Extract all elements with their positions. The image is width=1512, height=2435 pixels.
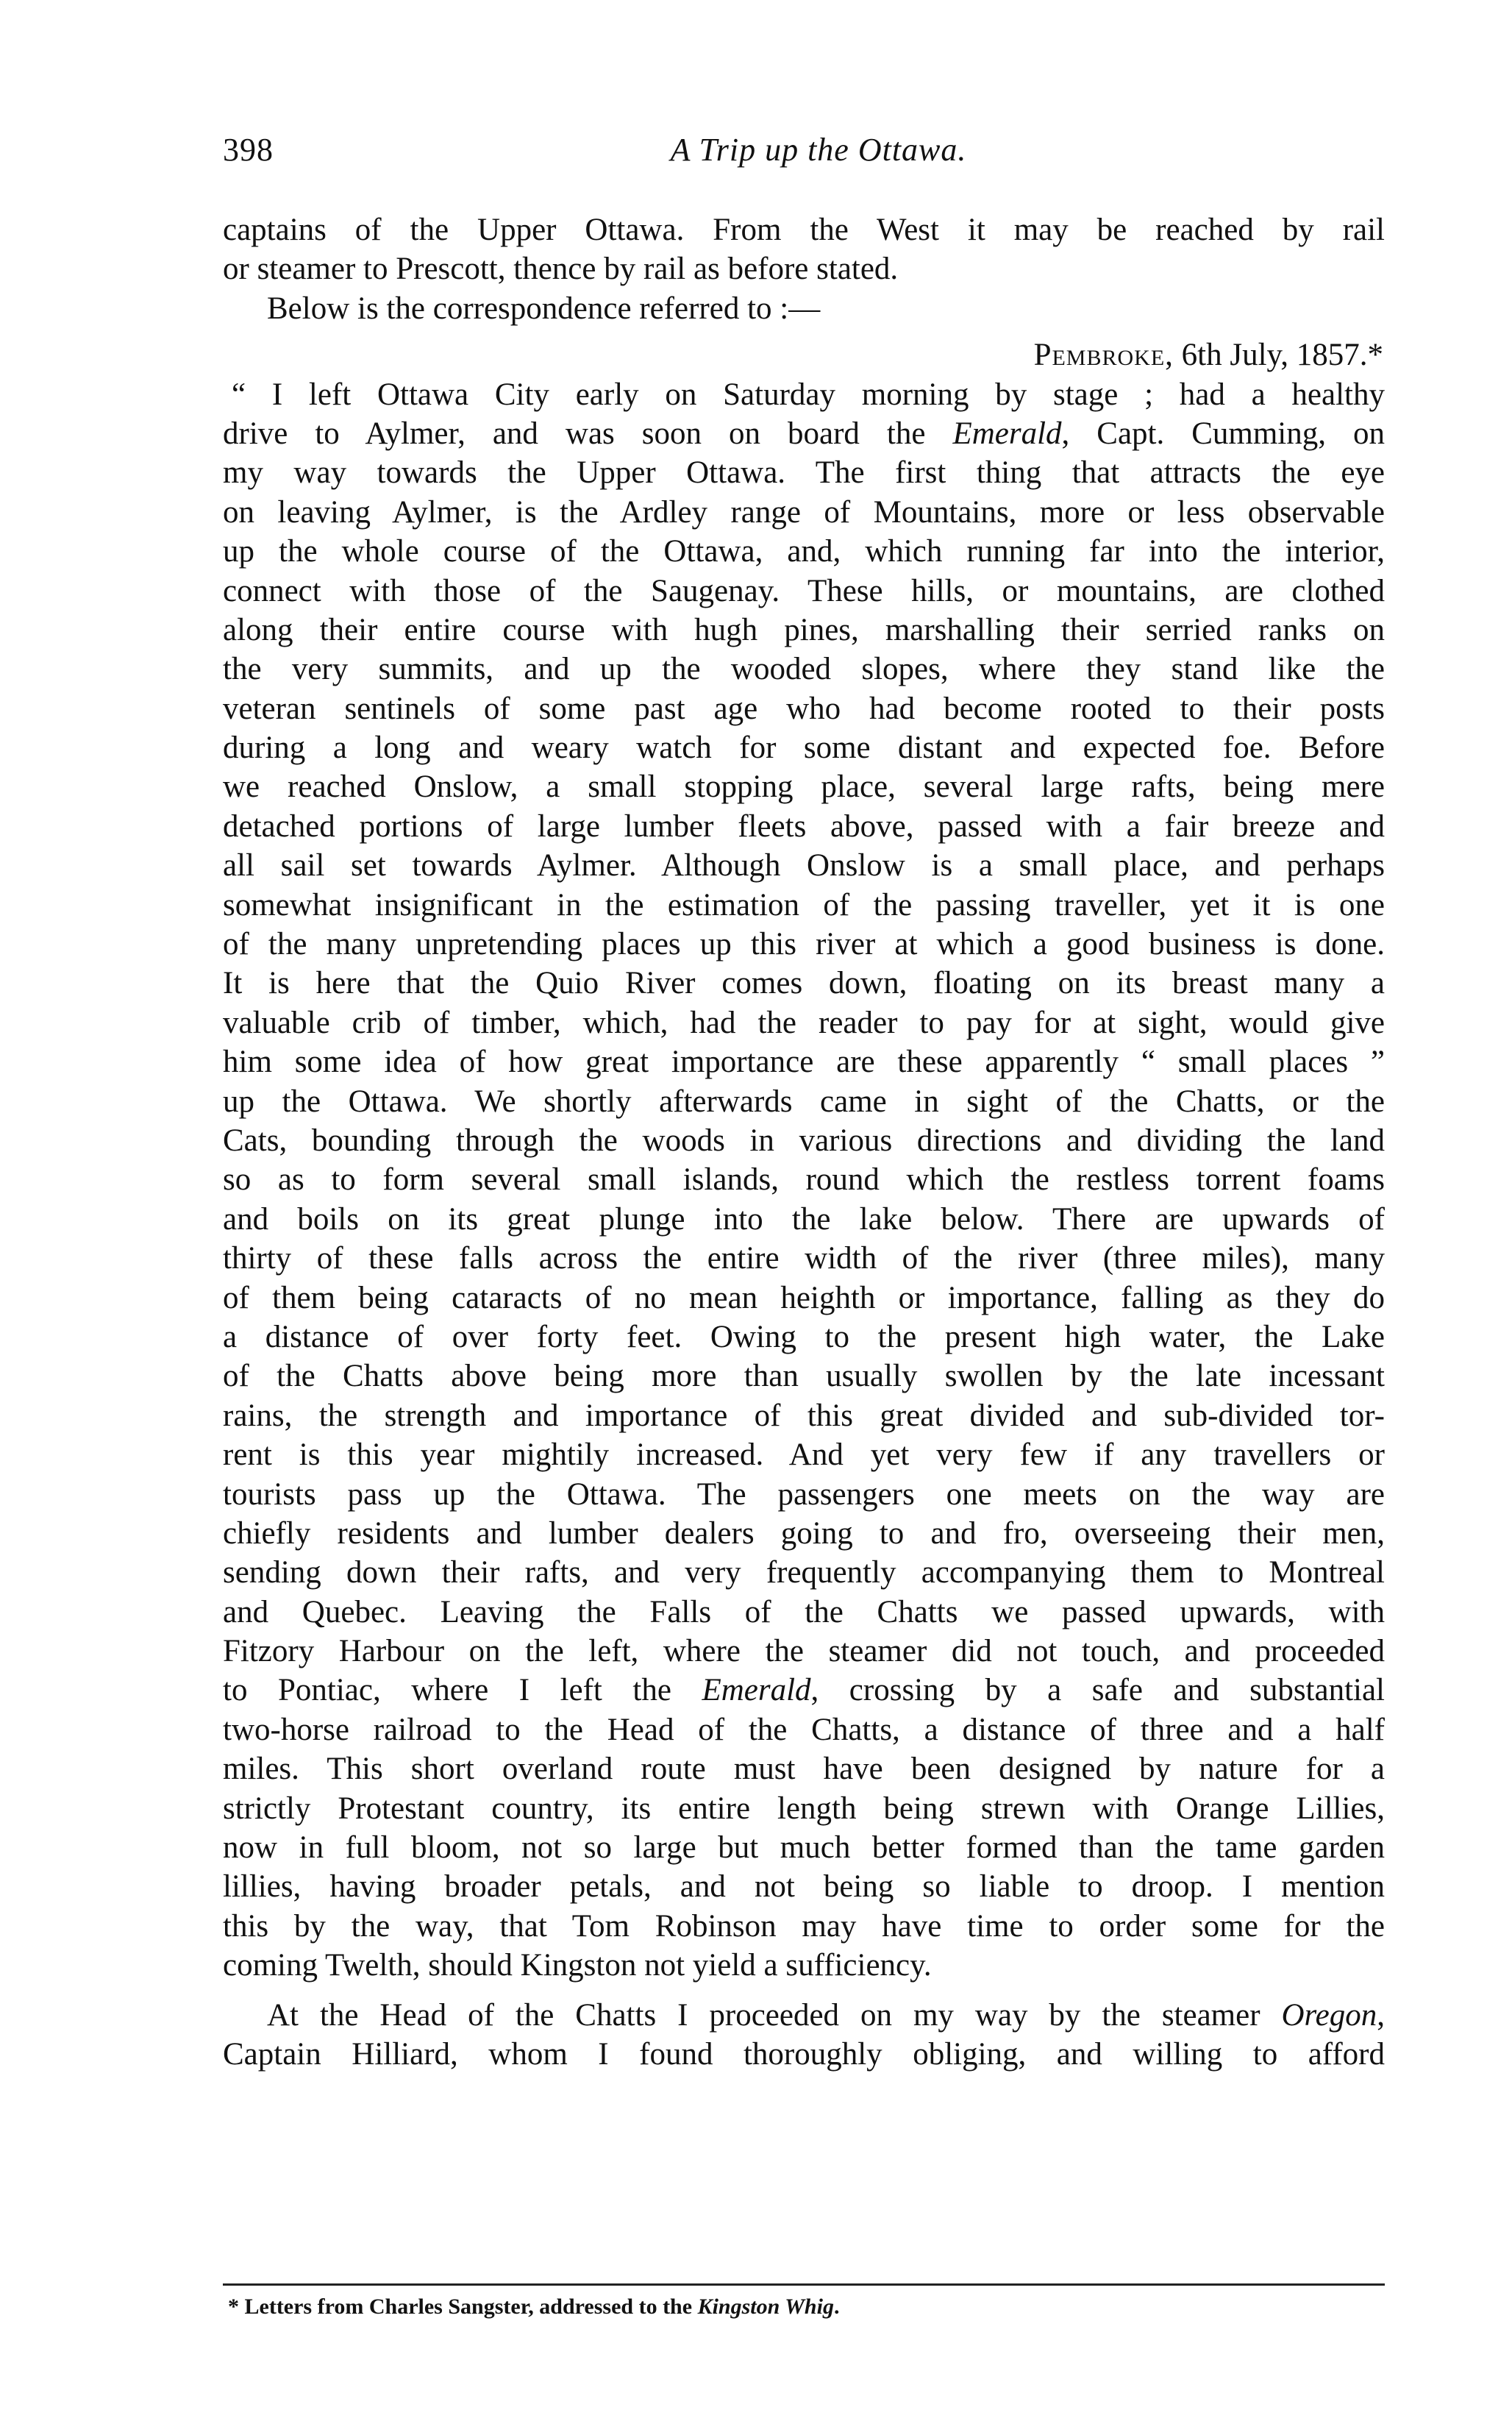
letter-line: lillies, having broader petals, and not being so liable to droop. I mention — [223, 1869, 1385, 1905]
text-line: captains of the Upper Ottawa. From the West it may be reached by rail — [223, 213, 1385, 247]
body-text — [223, 210, 1385, 2074]
letter-line: a distance of over forty feet. Owing to the present high water, the Lake — [223, 1319, 1385, 1354]
letter-body — [223, 375, 1385, 1986]
letter-line: him some idea of how great importance are these apparently “ small places ” — [223, 1045, 1385, 1080]
letter-line: rains, the strength and importance of this great divided and sub-divided tor- — [223, 1398, 1385, 1433]
running-title: A Trip up the Ottawa. — [670, 132, 967, 168]
letter-line: drive to Aylmer, and was soon on board the Emerald, Capt. Cumming, on — [223, 416, 1385, 451]
letter-line: to Pontiac, where I left the Emerald, crossing by a safe and substantial — [223, 1673, 1386, 1708]
correspondence-intro: Below is the correspondence referred to :— — [267, 291, 821, 326]
footnote: * Letters from Charles Sangster, addressed to the Kingston Whig. — [228, 2294, 840, 2319]
italic-name: Emerald — [952, 416, 1062, 451]
letter-line: and boils on its great plunge into the lake below. There are upwards of — [223, 1201, 1385, 1237]
letter-line: of the Chatts above being more than usually swollen by the late incessant — [223, 1359, 1385, 1394]
letter-line: valuable crib of timber, which, had the reader to pay for at sight, would give — [223, 1005, 1385, 1040]
letter-line: detached portions of large lumber fleets above, passed with a fair breeze and — [223, 808, 1385, 844]
letter-line: rent is this year mightily increased. And yet very few if any travellers or — [223, 1437, 1385, 1473]
letter-line: all sail set towards Aylmer. Although Onslow is a small place, and perhaps — [223, 848, 1385, 884]
letter-line: It is here that the Quio River comes down, floating on its breast many a — [223, 966, 1385, 1001]
dateline-date: 6th July, 1857.* — [1173, 338, 1383, 373]
letter-line: this by the way, that Tom Robinson may have time to order some for the — [223, 1908, 1385, 1944]
letter-line: along their entire course with hugh pines, marshalling their serried ranks on — [223, 612, 1385, 647]
letter-line: tourists pass up the Ottawa. The passengers one meets on the way are — [223, 1476, 1385, 1512]
letter-line: of them being cataracts of no mean heighth or importance, falling as they do — [223, 1280, 1385, 1315]
footnote-rule — [223, 2283, 1385, 2286]
letter-line: up the Ottawa. We shortly afterwards came in sight of the Chatts, or the — [223, 1084, 1385, 1119]
letter-line: my way towards the Upper Ottawa. The first thing that attracts the eye — [223, 455, 1385, 491]
letter-line: the very summits, and up the wooded slopes, where they stand like the — [223, 652, 1385, 687]
paragraph-spacer — [223, 1986, 1385, 1996]
letter-line: Fitzory Harbour on the left, where the steamer did not touch, and proceeded — [223, 1634, 1385, 1669]
letter-line: of the many unpretending places up this river at which a good business is done. — [223, 927, 1385, 962]
page-header — [223, 131, 1385, 175]
letter-line: two-horse railroad to the Head of the Chatts, a distance of three and a half — [223, 1712, 1385, 1747]
letter-line: chiefly residents and lumber dealers going to and fro, overseeing their men, — [223, 1515, 1385, 1551]
letter-line: during a long and weary watch for some distant and expected foe. Before — [223, 730, 1385, 766]
italic-name: Kingston Whig — [697, 2294, 834, 2319]
letter-line: so as to form several small islands, round which the restless torrent foams — [223, 1162, 1385, 1198]
text-line: Captain Hilliard, whom I found thoroughly obliging, and willing to afford — [223, 2036, 1385, 2072]
letter-line: Cats, bounding through the woods in various directions and dividing the land — [223, 1123, 1385, 1158]
page-number: 398 — [223, 132, 274, 168]
italic-name: Oregon — [1281, 1997, 1377, 2033]
letter-dateline — [223, 335, 1385, 374]
text-line: or steamer to Prescott, thence by rail as before stated. — [223, 252, 899, 287]
letter-line: miles. This short overland route must have been designed by nature for a — [223, 1752, 1385, 1787]
letter-line: on leaving Aylmer, is the Ardley range of Mountains, more or less observable — [223, 494, 1385, 530]
letter-line: strictly Protestant country, its entire length being strewn with Orange Lillies, — [223, 1791, 1385, 1826]
letter-line: connect with those of the Saugenay. These hills, or mountains, are clothed — [223, 573, 1385, 608]
dateline-place: Pembroke, — [1033, 338, 1174, 373]
letter-line: we reached Onslow, a small stopping place, several large rafts, being mere — [223, 769, 1385, 805]
letter-line: up the whole course of the Ottawa, and, which running far into the interior, — [223, 534, 1385, 569]
letter-line: veteran sentinels of some past age who had become rooted to their posts — [223, 691, 1385, 726]
text-line: At the Head of the Chatts I proceeded on my way by the steamer Oregon, — [267, 1997, 1385, 2033]
letter-line: sending down their rafts, and very frequently accompanying them to Montreal — [223, 1555, 1385, 1590]
letter-line: thirty of these falls across the entire width of the river (three miles), many — [223, 1241, 1385, 1276]
letter-line: “ I left Ottawa City early on Saturday morning by stage ; had a healthy — [232, 377, 1385, 412]
letter-line: and Quebec. Leaving the Falls of the Chatts we passed upwards, with — [223, 1594, 1385, 1629]
letter-line: somewhat insignificant in the estimation of the passing traveller, yet it is one — [223, 887, 1385, 923]
letter-line: now in full bloom, not so large but much better formed than the tame garden — [223, 1830, 1385, 1866]
italic-name: Emerald — [702, 1673, 811, 1708]
letter-line: coming Twelth, should Kingston not yield a sufficiency. — [223, 1948, 932, 1983]
